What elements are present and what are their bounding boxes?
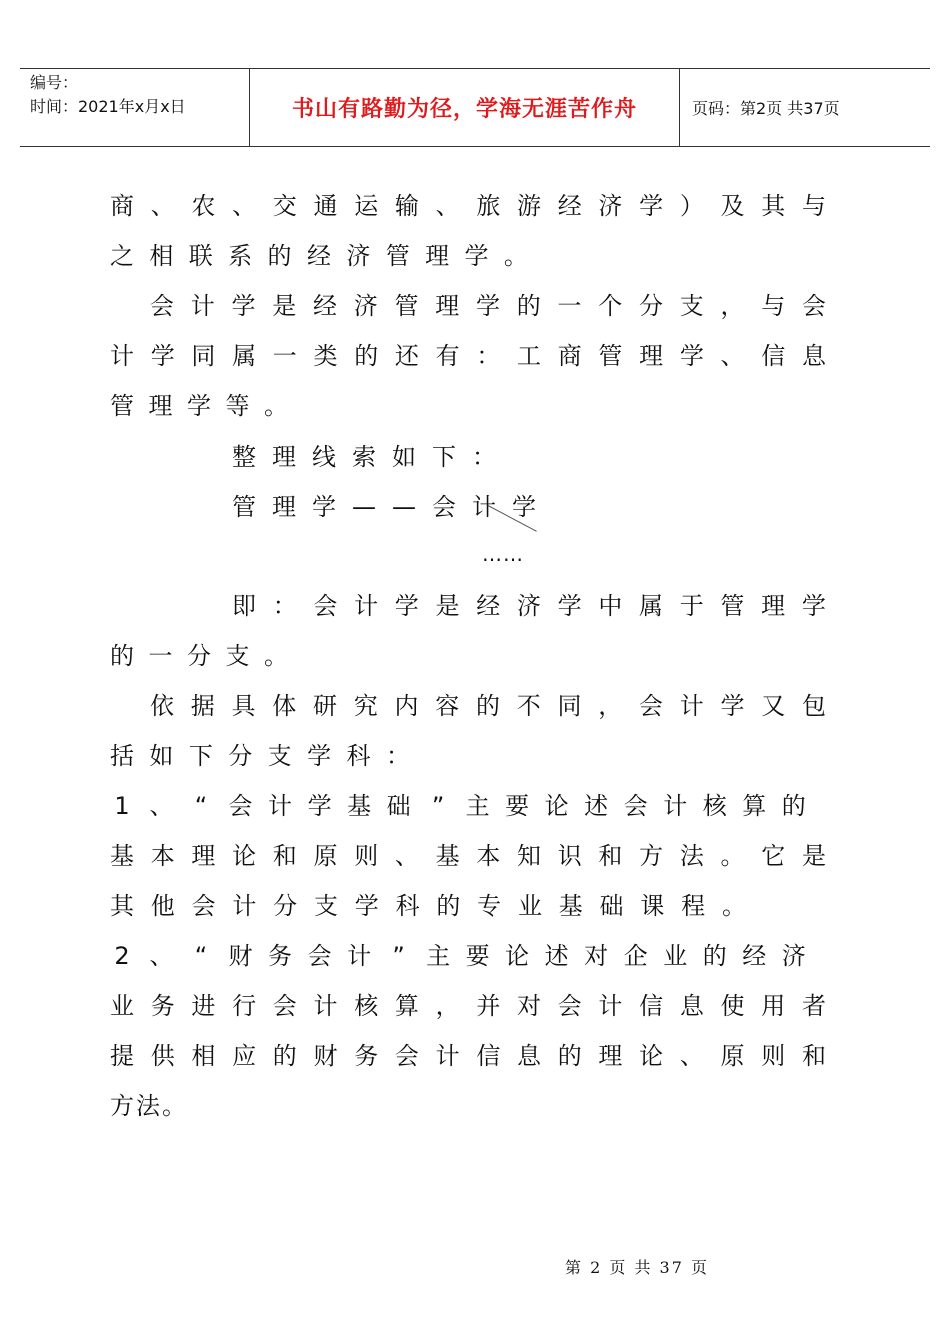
body-line: 计 学 同 属 一 类 的 还 有 ： 工 商 管 理 学 、 信 息 — [109, 342, 826, 370]
header-motto-cell — [250, 69, 680, 146]
time-label: 时间：2021年x月x日 — [30, 97, 186, 116]
header-page-info-cell — [680, 69, 930, 146]
body-line: 的 一 分 支 。 — [110, 642, 288, 670]
body-line: 整 理 线 索 如 下 ： — [232, 443, 496, 471]
header-meta — [20, 69, 250, 146]
body-line: 2 、 “ 财 务 会 计 ” 主 要 论 述 对 企 业 的 经 济 — [114, 942, 806, 970]
body-line: 依 据 具 体 研 究 内 容 的 不 同 ， 会 计 学 又 包 — [150, 692, 826, 720]
body-line: 1 、 “ 会 计 学 基 础 ” 主 要 论 述 会 计 核 算 的 — [114, 792, 806, 820]
ellipsis: …… — [482, 542, 524, 566]
body-line: 之 相 联 系 的 经 济 管 理 学 。 — [109, 242, 528, 270]
body-line: 即 ： 会 计 学 是 经 济 学 中 属 于 管 理 学 — [231, 592, 826, 620]
body-line: 括 如 下 分 支 学 科 ： — [109, 742, 410, 770]
document-header — [20, 68, 930, 147]
body-line: 基 本 理 论 和 原 则 、 基 本 知 识 和 方 法 。 它 是 — [109, 842, 826, 870]
page-info: 页码：第2页 共37页 — [692, 99, 840, 118]
body-line: 管 理 学 — — 会 计 学 — [232, 493, 536, 521]
motto: 书山有路勤为径，学海无涯苦作舟 — [291, 96, 637, 122]
body-line: 管 理 学 等 。 — [110, 392, 288, 420]
body-line: 商 、 农 、 交 通 运 输 、 旅 游 经 济 学 ） 及 其 与 — [109, 192, 826, 220]
number-label: 编号： — [30, 73, 79, 92]
body-line: 其 他 会 计 分 支 学 科 的 专 业 基 础 课 程 。 — [109, 892, 746, 920]
page-footer: 第 2 页 共 37 页 — [565, 1258, 709, 1277]
body-line: 提 供 相 应 的 财 务 会 计 信 息 的 理 论 、 原 则 和 — [109, 1042, 826, 1070]
body-line: 方法。 — [110, 1092, 186, 1120]
body-line: 业 务 进 行 会 计 核 算 ， 并 对 会 计 信 息 使 用 者 — [109, 992, 826, 1020]
body-line: 会 计 学 是 经 济 管 理 学 的 一 个 分 支 ， 与 会 — [150, 292, 826, 320]
